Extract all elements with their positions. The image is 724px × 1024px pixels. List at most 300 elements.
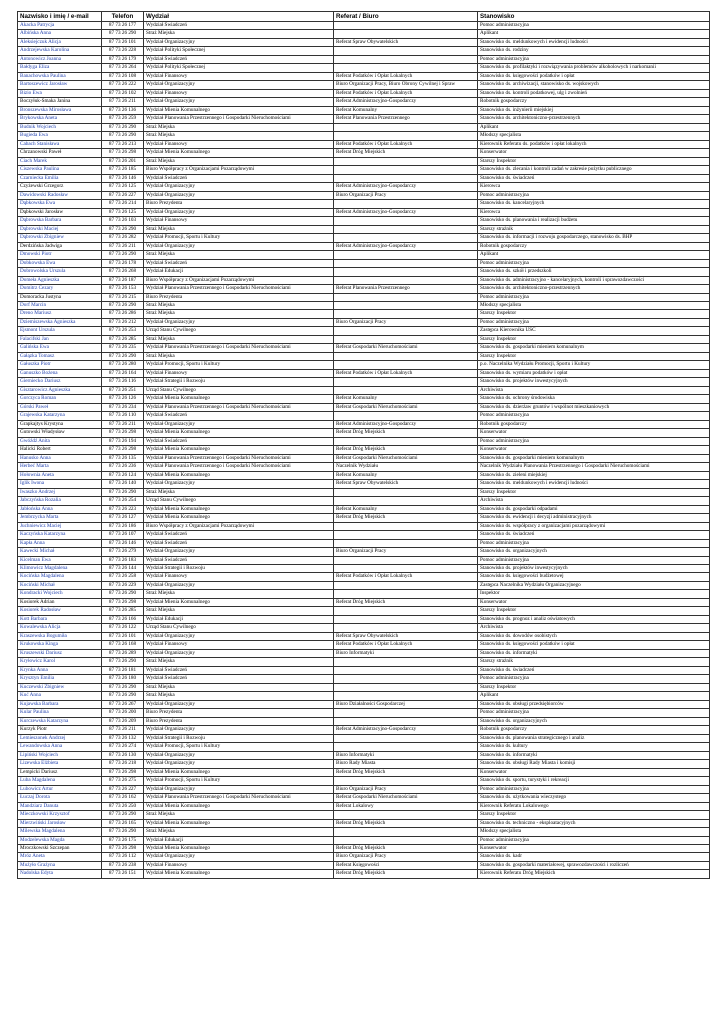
cell-phone: 87 73 26 108 bbox=[102, 72, 144, 80]
email-link[interactable]: Lipiński Wojciech bbox=[18, 751, 102, 759]
table-row bbox=[18, 446, 710, 454]
email-link[interactable]: Andrzejewska Karolina bbox=[18, 47, 102, 55]
email-link[interactable]: Antonowicz Joanna bbox=[18, 55, 102, 63]
email-link[interactable]: Dąbrowska Barbara bbox=[18, 217, 102, 225]
cell-position: Stanowisko ds. planowania i realizacji budżetu bbox=[478, 217, 710, 225]
cell-phone: 87 73 26 290 bbox=[102, 811, 144, 819]
cell-department: Wydział Finansowy bbox=[144, 217, 334, 225]
table-row bbox=[18, 531, 710, 539]
email-link[interactable]: Łuczaj Dorota bbox=[18, 794, 102, 802]
email-link[interactable]: Iglik Iwona bbox=[18, 480, 102, 488]
table-row bbox=[18, 174, 710, 182]
email-link[interactable]: Dmowski Piotr bbox=[18, 251, 102, 259]
cell-department: Wydział Organizacyjny bbox=[144, 785, 334, 793]
cell-position: Konserwator bbox=[478, 149, 710, 157]
cell-position: Stanowisko ds. informacji i rozwoju gospodarczego, stanowisko ds. BHP bbox=[478, 234, 710, 242]
table-row bbox=[18, 632, 710, 640]
email-link[interactable]: Falacifski Jan bbox=[18, 335, 102, 343]
cell-office: Referat Podatków i Opłat Lokalnych bbox=[334, 641, 478, 649]
cell-office bbox=[334, 743, 478, 751]
cell-phone: 87 73 26 110 bbox=[102, 412, 144, 420]
email-link[interactable]: Gorczyca Roman bbox=[18, 395, 102, 403]
table-row bbox=[18, 794, 710, 802]
table-row bbox=[18, 751, 710, 759]
cell-office: Biuro Informatyki bbox=[334, 751, 478, 759]
cell-department: Straż Miejska bbox=[144, 310, 334, 318]
table-row bbox=[18, 157, 710, 165]
email-link[interactable]: Lewandowska Anna bbox=[18, 743, 102, 751]
cell-position: Stanowisko ds. dzierżaw gruntów i wspólnot mieszkaniowych bbox=[478, 403, 710, 411]
email-link[interactable]: Krysztyn Emilia bbox=[18, 675, 102, 683]
cell-office: Referat Planowania Przestrzennego bbox=[334, 115, 478, 123]
cell-office: Biuro Rady Miasta bbox=[334, 760, 478, 768]
cell-office bbox=[334, 565, 478, 573]
table-row bbox=[18, 234, 710, 242]
email-link[interactable]: Kryłowicz Karol bbox=[18, 658, 102, 666]
cell-office bbox=[334, 361, 478, 369]
cell-office bbox=[334, 310, 478, 318]
email-link[interactable]: Cabach Stanisława bbox=[18, 140, 102, 148]
cell-office: Referat Dróg Miejskich bbox=[334, 844, 478, 852]
cell-office bbox=[334, 556, 478, 564]
cell-department: Wydział Mienia Komunalnego bbox=[144, 429, 334, 437]
cell-phone: 87 73 26 124 bbox=[102, 471, 144, 479]
cell-phone: 87 73 26 227 bbox=[102, 191, 144, 199]
cell-phone: 87 73 26 146 bbox=[102, 539, 144, 547]
cell-department: Wydział Świadczeń bbox=[144, 22, 334, 30]
table-row bbox=[18, 285, 710, 293]
cell-office bbox=[334, 709, 478, 717]
cell-department: Wydział Finansowy bbox=[144, 72, 334, 80]
cell-phone: 87 73 26 290 bbox=[102, 301, 144, 309]
email-link[interactable]: Kraszewska Bogumiła bbox=[18, 632, 102, 640]
email-link[interactable]: Kott Barbara bbox=[18, 615, 102, 623]
cell-office bbox=[334, 531, 478, 539]
table-row bbox=[18, 22, 710, 30]
cell-position: Archiwista bbox=[478, 624, 710, 632]
table-row bbox=[18, 361, 710, 369]
cell-department: Straż Miejska bbox=[144, 335, 334, 343]
cell-position: Starszy Inspektor bbox=[478, 157, 710, 165]
cell-office: Referat Administracyjno-Gospodarczy bbox=[334, 726, 478, 734]
cell-position: Robotnik gospodarczy bbox=[478, 726, 710, 734]
cell-department: Wydział Organizacyjny bbox=[144, 700, 334, 708]
staff-table bbox=[17, 11, 710, 879]
cell-department: Wydział Mienia Komunalnego bbox=[144, 446, 334, 454]
cell-office bbox=[334, 522, 478, 530]
cell-office: Referat Gospodarki Nieruchomościami bbox=[334, 794, 478, 802]
email-link[interactable]: Kocińska Magdalena bbox=[18, 573, 102, 581]
cell-office bbox=[334, 174, 478, 182]
cell-department: Wydział Organizacyjny bbox=[144, 760, 334, 768]
email-link[interactable]: Bizio Ewa bbox=[18, 89, 102, 97]
cell-office: Referat Spraw Obywatelskich bbox=[334, 38, 478, 46]
cell-office bbox=[334, 590, 478, 598]
cell-position: Konserwator bbox=[478, 446, 710, 454]
cell-position: Stanowisko ds. administracyjno - kancelaryjnych, kontroli i sprawozdawczości bbox=[478, 276, 710, 284]
email-link[interactable]: Gwóźdź Anita bbox=[18, 437, 102, 445]
cell-phone: 87 73 26 290 bbox=[102, 658, 144, 666]
cell-phone: 87 73 26 298 bbox=[102, 446, 144, 454]
cell-office bbox=[334, 157, 478, 165]
cell-department: Wydział Edukacji bbox=[144, 268, 334, 276]
email-link[interactable]: Mróz Aneta bbox=[18, 853, 102, 861]
cell-office bbox=[334, 497, 478, 505]
cell-office bbox=[334, 217, 478, 225]
cell-position: Stanowisko ds. obsługi Rady Miasta i komisji bbox=[478, 760, 710, 768]
table-row bbox=[18, 649, 710, 657]
email-link[interactable]: Hanusko Anna bbox=[18, 454, 102, 462]
cell-department: Wydział Organizacyjny bbox=[144, 191, 334, 199]
cell-office bbox=[334, 828, 478, 836]
email-link[interactable]: Kondracki Wojciech bbox=[18, 590, 102, 598]
email-link[interactable]: Dziemiszewska Agnieszka bbox=[18, 318, 102, 326]
cell-department: Straż Miejska bbox=[144, 30, 334, 38]
email-link[interactable]: Modzelewska Magda bbox=[18, 836, 102, 844]
cell-position: Stanowisko ds. księgowości podatków i opłat bbox=[478, 641, 710, 649]
table-row bbox=[18, 734, 710, 742]
cell-phone: 87 73 26 162 bbox=[102, 794, 144, 802]
table-row bbox=[18, 581, 710, 589]
cell-phone: 87 73 26 201 bbox=[102, 157, 144, 165]
table-row bbox=[18, 497, 710, 505]
email-link[interactable]: Kujawska Barbara bbox=[18, 700, 102, 708]
cell-department: Urząd Stanu Cywilnego bbox=[144, 386, 334, 394]
cell-phone: 87 73 26 185 bbox=[102, 166, 144, 174]
email-link[interactable]: Kruszewski Dariusz bbox=[18, 649, 102, 657]
cell-phone: 87 73 26 250 bbox=[102, 802, 144, 810]
cell-department: Wydział Organizacyjny bbox=[144, 208, 334, 216]
cell-position: Aplikant bbox=[478, 123, 710, 131]
cell-department: Wydział Strategii i Rozwoju bbox=[144, 565, 334, 573]
cell-office: Referat Dróg Miejskich bbox=[334, 598, 478, 606]
cell-department: Wydział Świadczeń bbox=[144, 412, 334, 420]
cell-position: Stanowisko ds. inżynierii miejskiej bbox=[478, 106, 710, 114]
email-link[interactable]: Gałązka Tomasz bbox=[18, 352, 102, 360]
cell-position: Stanowisko ds. gospodarki mieniem komunalnym bbox=[478, 344, 710, 352]
table-row bbox=[18, 539, 710, 547]
cell-office bbox=[334, 276, 478, 284]
email-link[interactable]: Ganuszko Bożena bbox=[18, 369, 102, 377]
cell-department: Biuro Prezydenta bbox=[144, 717, 334, 725]
email-link[interactable]: Dąbrowski Maciej bbox=[18, 225, 102, 233]
email-link[interactable]: Kociński Michał bbox=[18, 581, 102, 589]
cell-department: Wydział Promocji, Sportu i Kultury bbox=[144, 743, 334, 751]
email-link[interactable]: Kuczewski Zbigniew bbox=[18, 683, 102, 691]
cell-office: Referat Dróg Miejskich bbox=[334, 149, 478, 157]
cell-phone: 87 73 26 285 bbox=[102, 607, 144, 615]
email-link[interactable]: Dreno Mariusz bbox=[18, 310, 102, 318]
email-link[interactable]: Mieczkowski Krzysztof bbox=[18, 811, 102, 819]
cell-position: Stanowisko ds. gospodarki materiałowej, sprawozdawczości i rozliczeń bbox=[478, 861, 710, 869]
cell-department: Wydział Mienia Komunalnego bbox=[144, 870, 334, 878]
cell-position: Pomoc administracyjna bbox=[478, 412, 710, 420]
email-link[interactable]: Bugieda Ewa bbox=[18, 132, 102, 140]
email-link[interactable]: Gisztarowicz Agnieszka bbox=[18, 386, 102, 394]
email-link[interactable]: Klimowicz Magdalena bbox=[18, 565, 102, 573]
cell-department: Straż Miejska bbox=[144, 352, 334, 360]
cell-office: Referat Księgowości bbox=[334, 861, 478, 869]
table-row bbox=[18, 811, 710, 819]
cell-position: Pomoc administracyjna bbox=[478, 437, 710, 445]
cell-position: Stanowisko ds. techniczno - eksploatacyjnych bbox=[478, 819, 710, 827]
cell-phone: 87 73 26 153 bbox=[102, 285, 144, 293]
email-link[interactable]: Mużyło Grażyna bbox=[18, 861, 102, 869]
cell-phone: 87 73 26 290 bbox=[102, 30, 144, 38]
cell-office bbox=[334, 335, 478, 343]
table-row bbox=[18, 785, 710, 793]
email-link[interactable]: Akacka Patrycja bbox=[18, 22, 102, 30]
cell-office: Referat Lokalowy bbox=[334, 802, 478, 810]
cell-office bbox=[334, 386, 478, 394]
table-row bbox=[18, 853, 710, 861]
cell-phone: 87 73 26 289 bbox=[102, 649, 144, 657]
cell-phone: 87 73 26 259 bbox=[102, 115, 144, 123]
table-row bbox=[18, 115, 710, 123]
table-row bbox=[18, 352, 710, 360]
cell-phone: 87 73 26 228 bbox=[102, 47, 144, 55]
email-link[interactable]: Lemieszonek Andrzej bbox=[18, 734, 102, 742]
email-link[interactable]: Aleksiejczuk Alicja bbox=[18, 38, 102, 46]
cell-office bbox=[334, 624, 478, 632]
cell-department: Wydział Promocji, Sportu i Kultury bbox=[144, 234, 334, 242]
cell-phone: 87 73 26 236 bbox=[102, 463, 144, 471]
cell-department: Straż Miejska bbox=[144, 157, 334, 165]
email-link[interactable]: Górski Paweł bbox=[18, 403, 102, 411]
table-row bbox=[18, 369, 710, 377]
cell-office: Referat Spraw Obywatelskich bbox=[334, 480, 478, 488]
table-header-row bbox=[18, 12, 710, 22]
email-link[interactable]: Budnik Wojciech bbox=[18, 123, 102, 131]
cell-department: Wydział Finansowy bbox=[144, 641, 334, 649]
email-link[interactable]: Dąbrowski Zbigniew bbox=[18, 234, 102, 242]
cell-department: Wydział Organizacyjny bbox=[144, 420, 334, 428]
cell-position: Konserwator bbox=[478, 429, 710, 437]
email-link[interactable]: Milewska Magdalena bbox=[18, 828, 102, 836]
email-link[interactable]: Kawecki Michał bbox=[18, 548, 102, 556]
cell-position: Młodszy specjalista bbox=[478, 132, 710, 140]
cell-phone: 87 73 26 238 bbox=[102, 861, 144, 869]
email-link[interactable]: Ciszewska Paulina bbox=[18, 166, 102, 174]
table-row bbox=[18, 217, 710, 225]
cell-office bbox=[334, 225, 478, 233]
cell-phone: 87 73 26 227 bbox=[102, 785, 144, 793]
email-link[interactable]: Bartoszewicz Jarosław bbox=[18, 81, 102, 89]
email-link[interactable]: Kosiorek Radosław bbox=[18, 607, 102, 615]
cell-phone: 87 73 26 258 bbox=[102, 573, 144, 581]
table-row bbox=[18, 55, 710, 63]
cell-department: Straż Miejska bbox=[144, 692, 334, 700]
cell-department: Wydział Organizacyjny bbox=[144, 98, 334, 106]
table-row bbox=[18, 378, 710, 386]
table-row bbox=[18, 760, 710, 768]
cell-name: Derdzińska Jadwiga bbox=[18, 242, 102, 250]
cell-position: Zastępca Kierownika USC bbox=[478, 327, 710, 335]
cell-phone: 87 73 26 290 bbox=[102, 132, 144, 140]
cell-position: Stanowisko ds. profilaktyki i rozwiązywania problemów alkoholowych i narkomanii bbox=[478, 64, 710, 72]
table-row bbox=[18, 641, 710, 649]
cell-phone: 87 73 26 290 bbox=[102, 683, 144, 691]
cell-position: Stanowisko ds. użytkowania wieczystego bbox=[478, 794, 710, 802]
email-link[interactable]: Brykowska Aneta bbox=[18, 115, 102, 123]
table-row bbox=[18, 166, 710, 174]
cell-position: Stanowisko ds. świadczeń bbox=[478, 531, 710, 539]
cell-phone: 87 73 26 235 bbox=[102, 344, 144, 352]
cell-department: Wydział Mienia Komunalnego bbox=[144, 505, 334, 513]
cell-office: Referat Komunalny bbox=[334, 395, 478, 403]
email-link[interactable]: Kular Paulina bbox=[18, 709, 102, 717]
cell-phone: 87 73 26 279 bbox=[102, 548, 144, 556]
email-link[interactable]: Bronszewska Mirosława bbox=[18, 106, 102, 114]
email-link[interactable]: Domitrz Cezary bbox=[18, 285, 102, 293]
email-link[interactable]: Albińska Anna bbox=[18, 30, 102, 38]
table-body bbox=[18, 22, 710, 879]
cell-phone: 87 73 26 211 bbox=[102, 98, 144, 106]
email-link[interactable]: Banachowska Paulina bbox=[18, 72, 102, 80]
cell-department: Wydział Finansowy bbox=[144, 369, 334, 377]
table-row bbox=[18, 72, 710, 80]
cell-phone: 87 73 26 151 bbox=[102, 870, 144, 878]
email-link[interactable]: Grajewska Katarzyna bbox=[18, 412, 102, 420]
cell-office: Referat Administracyjno-Gospodarczy bbox=[334, 208, 478, 216]
table-row bbox=[18, 717, 710, 725]
cell-position: Stanowisko ds. architektoniczno-przestrzennych bbox=[478, 115, 710, 123]
cell-phone: 87 73 26 146 bbox=[102, 174, 144, 182]
cell-department: Wydział Świadczeń bbox=[144, 666, 334, 674]
email-link[interactable]: Kicelman Ewa bbox=[18, 556, 102, 564]
cell-phone: 87 73 26 264 bbox=[102, 64, 144, 72]
cell-position: Kierownik Referatu Lokalowego bbox=[478, 802, 710, 810]
cell-position: Stanowisko ds. projektów inwestycyjnych bbox=[478, 378, 710, 386]
cell-department: Biuro Współpracy z Organizacjami Pozarządowymi bbox=[144, 522, 334, 530]
cell-phone: 87 73 26 186 bbox=[102, 522, 144, 530]
email-link[interactable]: Jabczyńska Rozalia bbox=[18, 497, 102, 505]
cell-position: Stanowisko ds. archiwizacji, stanowisko ds. wojskowych bbox=[478, 81, 710, 89]
cell-office: Referat Komunalny bbox=[334, 471, 478, 479]
table-row bbox=[18, 548, 710, 556]
email-link[interactable]: Nadolska Edyta bbox=[18, 870, 102, 878]
email-link[interactable]: Kurczewska Katarzyna bbox=[18, 717, 102, 725]
email-link[interactable]: Juchniewicz Maciej bbox=[18, 522, 102, 530]
cell-phone: 87 73 26 290 bbox=[102, 488, 144, 496]
cell-name: Boczyłuk-Smaka Janina bbox=[18, 98, 102, 106]
cell-phone: 87 73 26 122 bbox=[102, 624, 144, 632]
table-row bbox=[18, 301, 710, 309]
cell-position: Pomoc administracyjna bbox=[478, 22, 710, 30]
table-row bbox=[18, 488, 710, 496]
email-link[interactable]: Kuć Anna bbox=[18, 692, 102, 700]
email-link[interactable]: Dąbkowska Ewa bbox=[18, 200, 102, 208]
cell-office: Referat Podatków i Opłat Lokalnych bbox=[334, 72, 478, 80]
cell-position: Archiwista bbox=[478, 497, 710, 505]
email-link[interactable]: Ejsmont Urszula bbox=[18, 327, 102, 335]
email-link[interactable]: Iwaszko Andrzej bbox=[18, 488, 102, 496]
cell-phone: 87 73 26 267 bbox=[102, 700, 144, 708]
email-link[interactable]: Gierniecko Dariusz bbox=[18, 378, 102, 386]
email-link[interactable]: Domeła Agnieszka bbox=[18, 276, 102, 284]
cell-office bbox=[334, 327, 478, 335]
cell-office bbox=[334, 539, 478, 547]
table-row bbox=[18, 556, 710, 564]
cell-office bbox=[334, 692, 478, 700]
email-link[interactable]: Bałdyga Eliza bbox=[18, 64, 102, 72]
table-row bbox=[18, 318, 710, 326]
table-row bbox=[18, 598, 710, 606]
cell-position: Stanowisko ds. wymiaru podatków i opłat bbox=[478, 369, 710, 377]
email-link[interactable]: Jembrzycka Marta bbox=[18, 514, 102, 522]
cell-office bbox=[334, 22, 478, 30]
table-row bbox=[18, 429, 710, 437]
email-link[interactable]: Mandziarz Danuta bbox=[18, 802, 102, 810]
email-link[interactable]: Ciach Marek bbox=[18, 157, 102, 165]
email-link[interactable]: Czarniecka Emilia bbox=[18, 174, 102, 182]
cell-position: Robotnik gospodarczy bbox=[478, 98, 710, 106]
cell-department: Straż Miejska bbox=[144, 607, 334, 615]
cell-phone: 87 73 26 298 bbox=[102, 768, 144, 776]
cell-name: Kosiorek Adrian bbox=[18, 598, 102, 606]
cell-phone: 87 73 26 211 bbox=[102, 242, 144, 250]
email-link[interactable]: Kaczyńska Katarzyna bbox=[18, 531, 102, 539]
cell-position: Stanowisko ds. kontroli podatkowej, ulg i zwolnień bbox=[478, 89, 710, 97]
cell-department: Straż Miejska bbox=[144, 251, 334, 259]
table-row bbox=[18, 132, 710, 140]
email-link[interactable]: Hołownia Aneta bbox=[18, 471, 102, 479]
cell-phone: 87 73 26 285 bbox=[102, 335, 144, 343]
cell-phone: 87 73 26 218 bbox=[102, 760, 144, 768]
cell-position: Stanowisko ds. świadczeń bbox=[478, 666, 710, 674]
cell-office bbox=[334, 123, 478, 131]
email-link[interactable]: Herbeć Marta bbox=[18, 463, 102, 471]
email-link[interactable]: Dawidowski Radosław bbox=[18, 191, 102, 199]
email-link[interactable]: Gałuszka Piotr bbox=[18, 361, 102, 369]
cell-position: Robotnik gospodarczy bbox=[478, 242, 710, 250]
cell-phone: 87 73 26 177 bbox=[102, 22, 144, 30]
email-link[interactable]: Jabłońska Anna bbox=[18, 505, 102, 513]
table-row bbox=[18, 140, 710, 148]
table-row bbox=[18, 514, 710, 522]
email-link[interactable]: Dobkowska Ewa bbox=[18, 259, 102, 267]
cell-department: Wydział Organizacyjny bbox=[144, 81, 334, 89]
cell-phone: 87 73 26 290 bbox=[102, 225, 144, 233]
email-link[interactable]: Dorf Marcin bbox=[18, 301, 102, 309]
email-link[interactable]: Kapła Anna bbox=[18, 539, 102, 547]
table-row bbox=[18, 38, 710, 46]
cell-position: Robotnik gospodarczy bbox=[478, 420, 710, 428]
cell-office bbox=[334, 675, 478, 683]
email-link[interactable]: Dobrowolska Urszula bbox=[18, 268, 102, 276]
cell-department: Wydział Edukacji bbox=[144, 615, 334, 623]
table-row bbox=[18, 200, 710, 208]
email-link[interactable]: Krukowska Kinga bbox=[18, 641, 102, 649]
table-row bbox=[18, 98, 710, 106]
email-link[interactable]: Mierzwiński Jarosław bbox=[18, 819, 102, 827]
email-link[interactable]: Luba Magdalena bbox=[18, 777, 102, 785]
table-row bbox=[18, 310, 710, 318]
cell-position: Stanowisko ds. szkół i przedszkoli bbox=[478, 268, 710, 276]
cell-office: Referat Dróg Miejskich bbox=[334, 819, 478, 827]
cell-department: Wydział Organizacyjny bbox=[144, 548, 334, 556]
table-row bbox=[18, 344, 710, 352]
table-row bbox=[18, 709, 710, 717]
email-link[interactable]: Krynka Anna bbox=[18, 666, 102, 674]
cell-phone: 87 73 26 298 bbox=[102, 844, 144, 852]
email-link[interactable]: Lizewska Elżbieta bbox=[18, 760, 102, 768]
table-row bbox=[18, 276, 710, 284]
email-link[interactable]: Kowalewska Alicja bbox=[18, 624, 102, 632]
email-link[interactable]: Galińska Ewa bbox=[18, 344, 102, 352]
table-row bbox=[18, 183, 710, 191]
email-link[interactable]: Lubowicz Artur bbox=[18, 785, 102, 793]
